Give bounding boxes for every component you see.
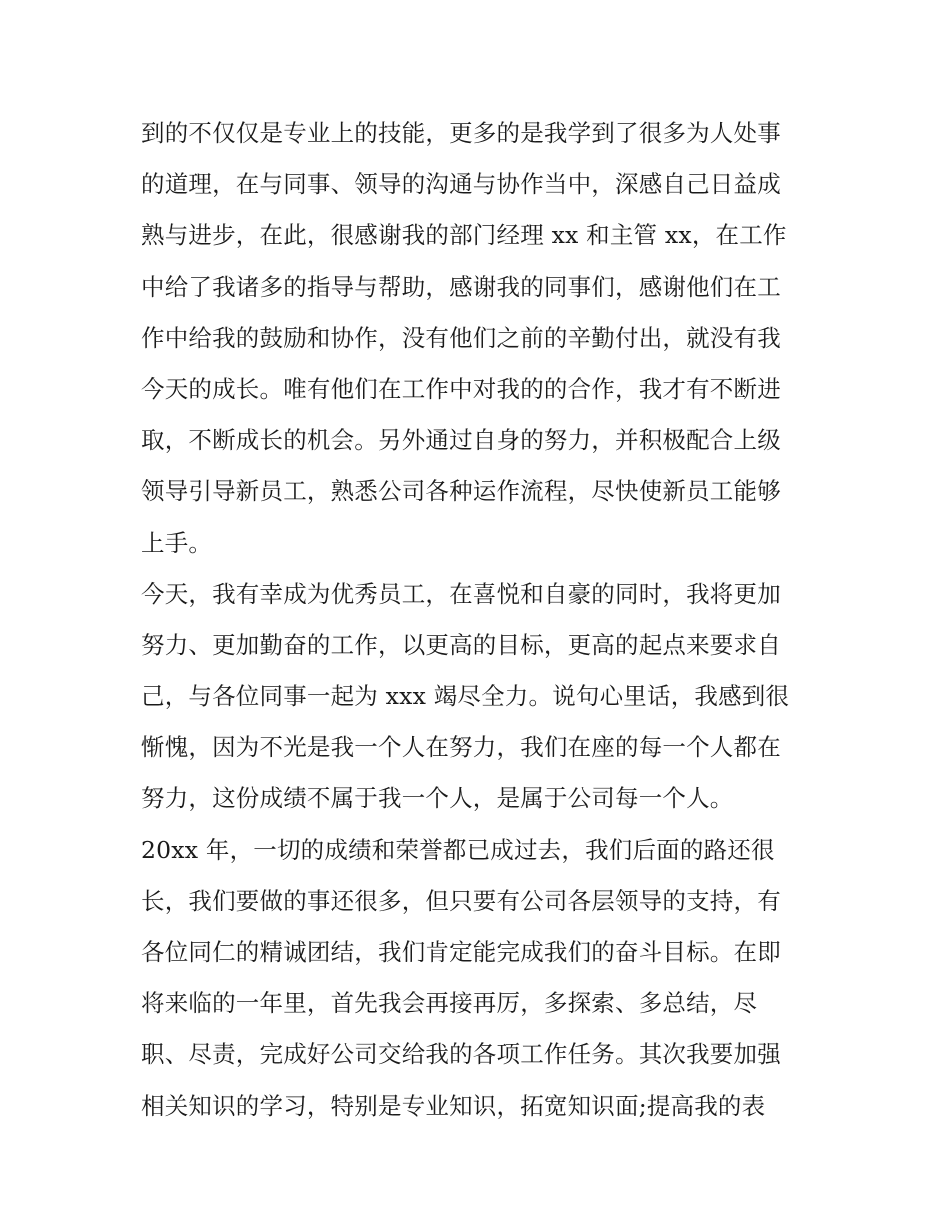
text-line-9: 上手。 — [141, 528, 213, 557]
text-line-6: 今天的成长。唯有他们在工作中对我的的合作，我才有不断进 — [141, 374, 781, 403]
text-line-10: 今天，我有幸成为优秀员工，在喜悦和自豪的同时，我将更加 — [141, 579, 781, 608]
text-line-16: 长，我们要做的事还很多，但只要有公司各层领导的支持，有 — [141, 886, 781, 915]
text-line-7: 取，不断成长的机会。另外通过自身的努力，并积极配合上级 — [141, 426, 781, 455]
text-line-19: 职、尽责，完成好公司交给我的各项工作任务。其次我要加强 — [141, 1040, 781, 1069]
text-line-5: 作中给我的鼓励和协作，没有他们之前的辛勤付出，就没有我 — [141, 323, 781, 352]
text-line-15: 20xx 年，一切的成绩和荣誉都已成过去，我们后面的路还很 — [141, 835, 775, 864]
text-line-17: 各位同仁的精诚团结，我们肯定能完成我们的奋斗目标。在即 — [141, 938, 781, 966]
text-line-11: 努力、更加勤奋的工作，以更高的目标，更高的起点来要求自 — [141, 630, 781, 659]
text-line-1: 到的不仅仅是专业上的技能，更多的是我学到了很多为人处事 — [141, 119, 781, 147]
text-line-13: 惭愧，因为不光是我一个人在努力，我们在座的每一个人都在 — [141, 733, 781, 762]
text-line-18: 将来临的一年里，首先我会再接再厉，多探索、多总结，尽 — [141, 989, 758, 1018]
text-line-2: 的道理，在与同事、领导的沟通与协作当中，深感自己日益成 — [141, 170, 781, 199]
text-line-14: 努力，这份成绩不属于我一个人，是属于公司每一个人。 — [141, 784, 734, 813]
text-line-3: 熟与进步，在此，很感谢我的部门经理 xx 和主管 xx，在工作 — [141, 221, 787, 250]
text-line-20: 相关知识的学习，特别是专业知识，拓宽知识面;提高我的表 — [141, 1091, 766, 1120]
text-line-12: 己，与各位同事一起为 xxx 竭尽全力。说句心里话，我感到很 — [141, 682, 790, 711]
text-line-4: 中给了我诸多的指导与帮助，感谢我的同事们，感谢他们在工 — [141, 272, 781, 301]
text-line-8: 领导引导新员工，熟悉公司各种运作流程，尽快使新员工能够 — [141, 477, 781, 506]
body-text — [141, 108, 821, 1132]
